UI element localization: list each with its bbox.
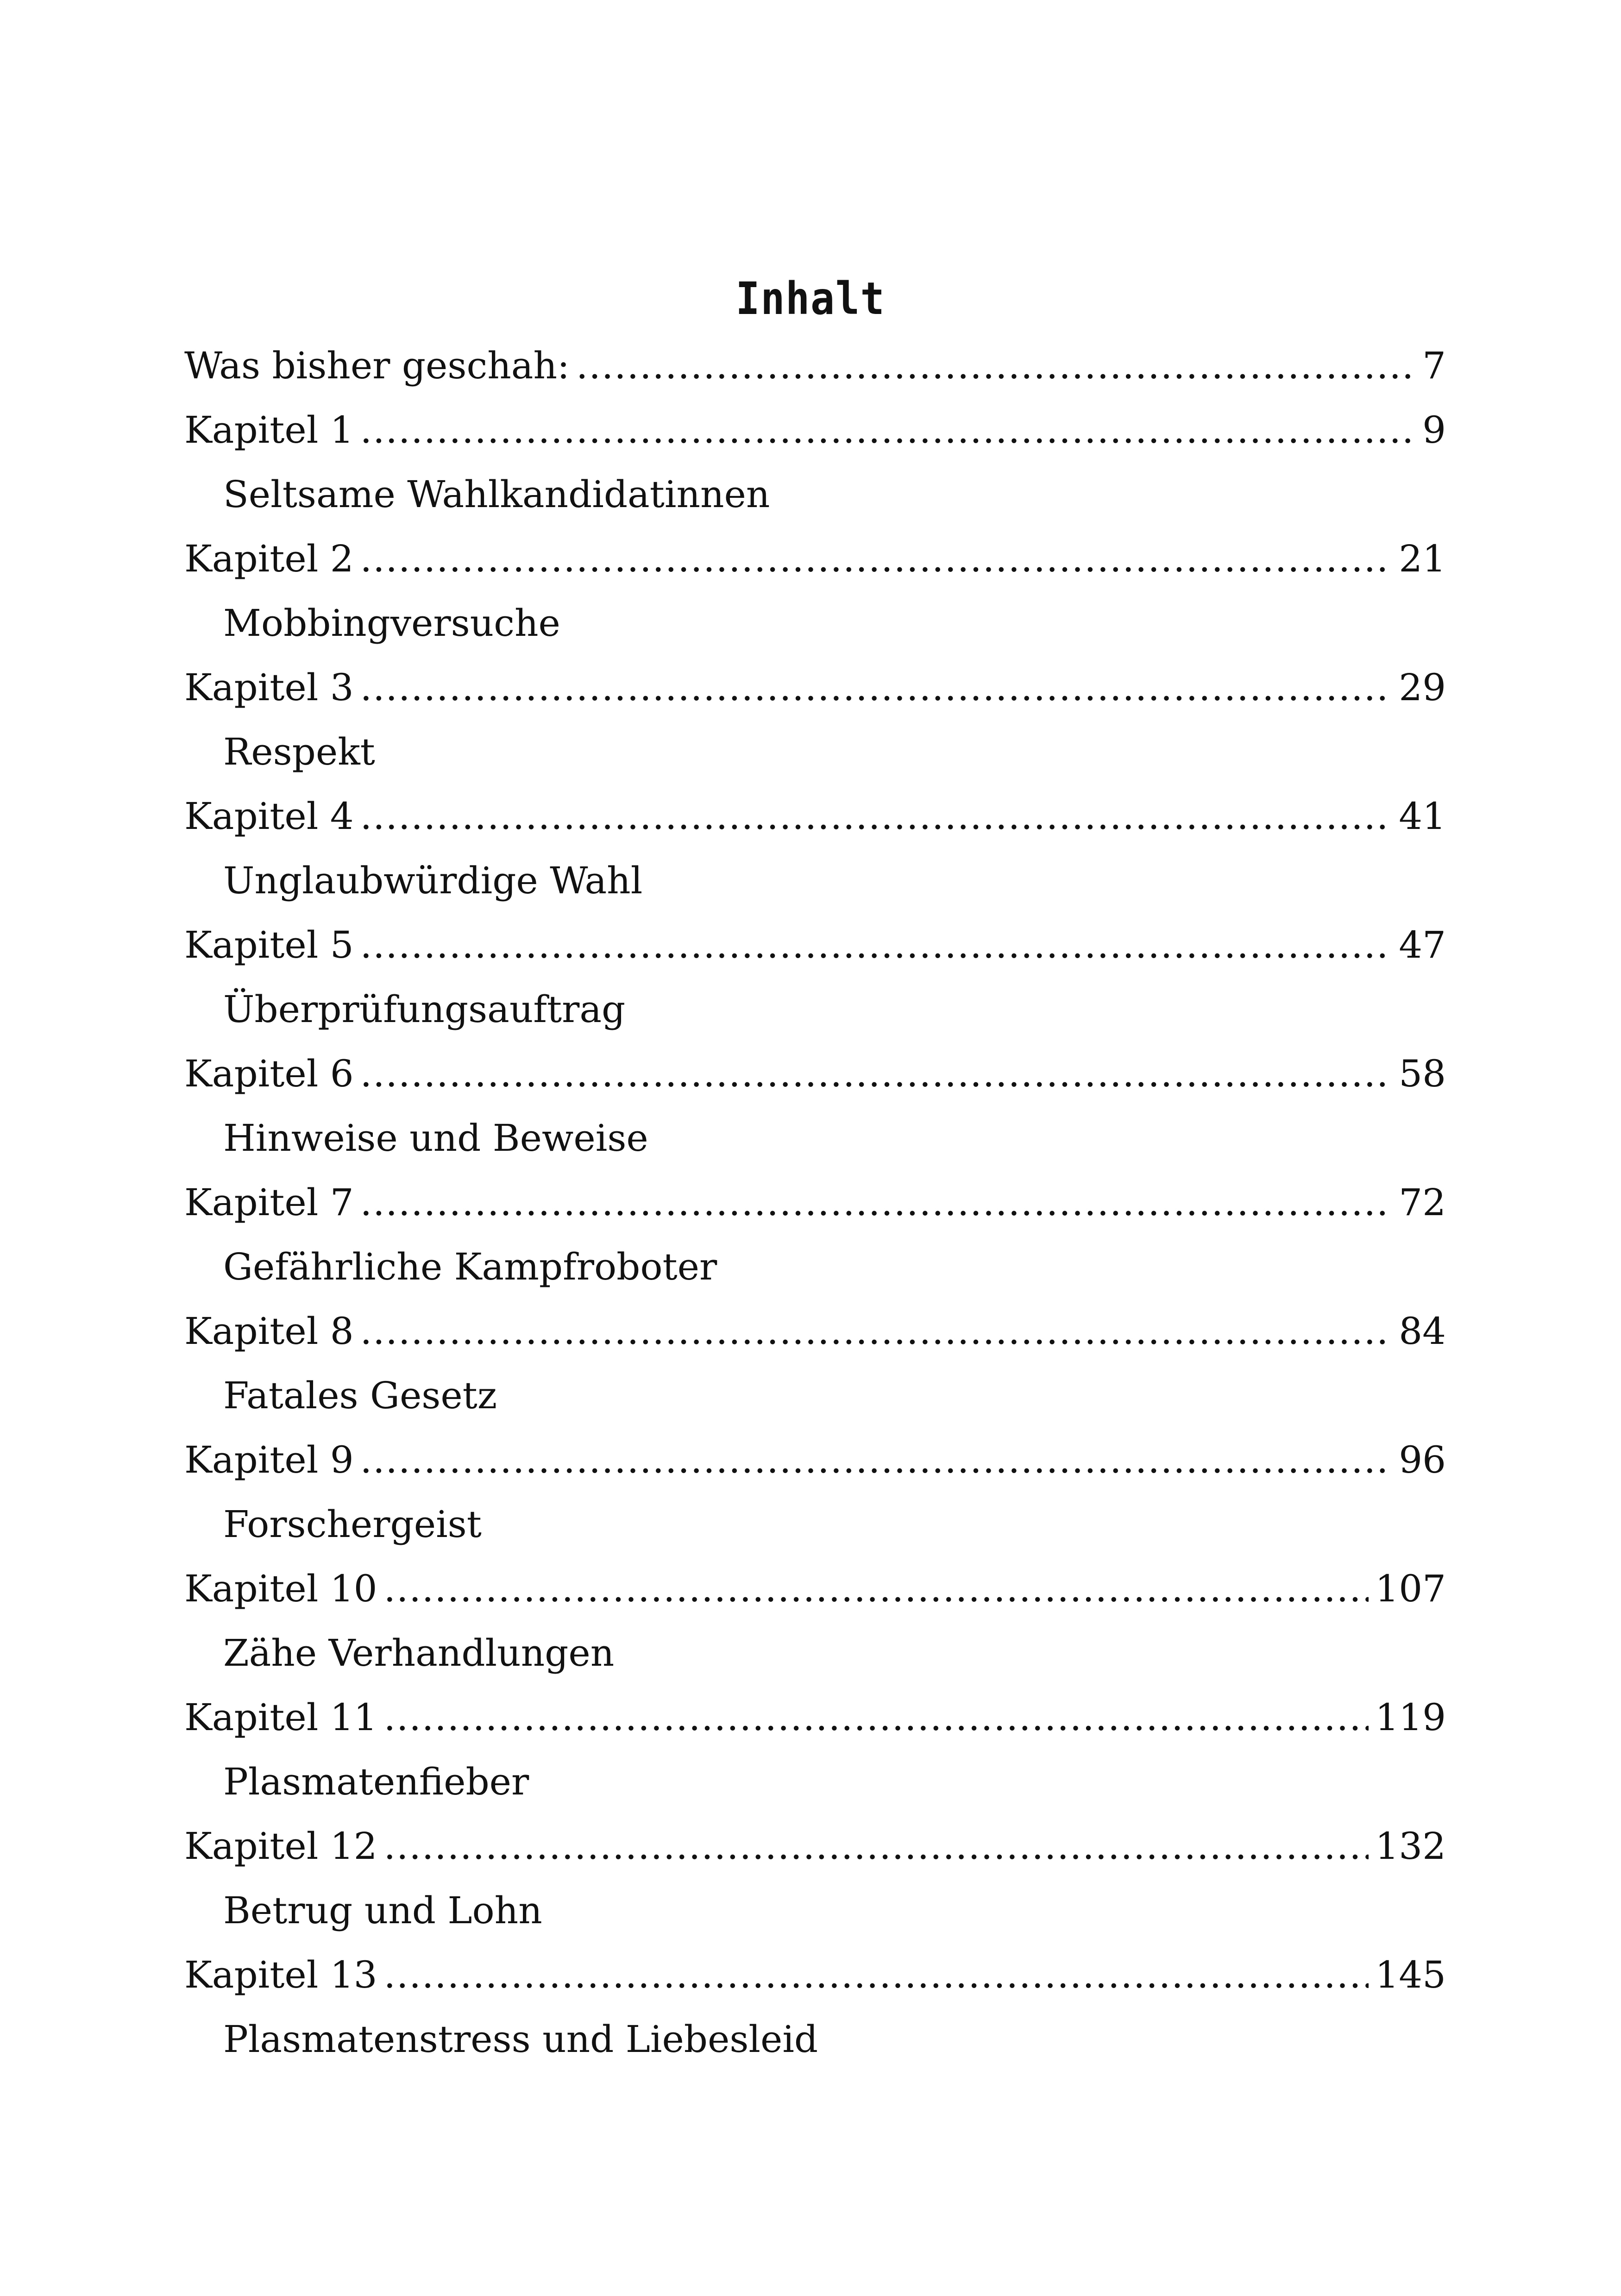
toc-page-number: 29 xyxy=(1399,666,1446,709)
dot-leader xyxy=(360,527,1393,591)
toc-entry-chapter-4[interactable] xyxy=(184,784,1446,848)
dot-leader xyxy=(360,1428,1393,1492)
toc-page-number: 132 xyxy=(1375,1825,1446,1868)
toc-page-number: 107 xyxy=(1375,1567,1446,1610)
toc-entry-chapter-9[interactable] xyxy=(184,1428,1446,1492)
toc-page-number: 7 xyxy=(1422,344,1446,387)
chapter-subtitle: Respekt xyxy=(223,730,375,773)
chapter-subtitle: Betrug und Lohn xyxy=(223,1889,542,1932)
toc-entry-chapter-11[interactable] xyxy=(184,1685,1446,1750)
chapter-subtitle: Hinweise und Beweise xyxy=(223,1117,648,1160)
toc-entry-chapter-10[interactable] xyxy=(184,1556,1446,1621)
toc-title: Inhalt xyxy=(735,273,886,325)
toc-entry-label: Kapitel 10 xyxy=(184,1567,377,1610)
dot-leader xyxy=(360,1170,1393,1235)
toc-entry-label: Was bisher geschah: xyxy=(184,344,570,387)
toc-page-number: 21 xyxy=(1399,537,1446,580)
dot-leader xyxy=(360,655,1393,720)
toc-entry-label: Kapitel 2 xyxy=(184,537,354,580)
dot-leader xyxy=(360,784,1393,848)
toc-page-number: 96 xyxy=(1399,1438,1446,1481)
dot-leader xyxy=(384,1943,1369,2007)
table-of-contents xyxy=(184,333,1446,2071)
toc-entry-label: Kapitel 5 xyxy=(184,923,354,966)
toc-page-number: 41 xyxy=(1399,795,1446,838)
toc-page-number: 9 xyxy=(1422,408,1446,452)
toc-entry-chapter-1[interactable] xyxy=(184,398,1446,462)
chapter-subtitle: Fatales Gesetz xyxy=(223,1374,497,1417)
toc-page-number: 47 xyxy=(1399,923,1446,966)
chapter-subtitle: Unglaubwürdige Wahl xyxy=(223,859,643,902)
dot-leader xyxy=(360,913,1393,977)
toc-entry-label: Kapitel 9 xyxy=(184,1438,354,1481)
toc-page-number: 72 xyxy=(1399,1181,1446,1224)
chapter-subtitle: Mobbingversuche xyxy=(223,602,560,645)
toc-entry-label: Kapitel 6 xyxy=(184,1052,354,1095)
chapter-subtitle: Gefährliche Kampfroboter xyxy=(223,1245,717,1288)
toc-entry-label: Kapitel 7 xyxy=(184,1181,354,1224)
dot-leader xyxy=(384,1814,1369,1878)
toc-entry-label: Kapitel 12 xyxy=(184,1825,377,1868)
toc-entry-chapter-3[interactable] xyxy=(184,655,1446,720)
toc-entry-label: Kapitel 3 xyxy=(184,666,354,709)
toc-entry-intro[interactable] xyxy=(184,333,1446,398)
toc-entry-chapter-2[interactable] xyxy=(184,527,1446,591)
toc-entry-chapter-13[interactable] xyxy=(184,1943,1446,2007)
toc-entry-chapter-7[interactable] xyxy=(184,1170,1446,1235)
toc-entry-chapter-8[interactable] xyxy=(184,1299,1446,1363)
dot-leader xyxy=(384,1685,1369,1750)
toc-page-number: 145 xyxy=(1375,1953,1446,1996)
toc-entry-chapter-5[interactable] xyxy=(184,913,1446,977)
chapter-subtitle: Seltsame Wahlkandidatinnen xyxy=(223,473,770,516)
dot-leader xyxy=(360,1299,1393,1363)
toc-page-number: 58 xyxy=(1399,1052,1446,1095)
toc-entry-chapter-6[interactable] xyxy=(184,1041,1446,1106)
toc-entry-label: Kapitel 13 xyxy=(184,1953,377,1996)
toc-entry-label: Kapitel 11 xyxy=(184,1696,377,1739)
chapter-subtitle: Forschergeist xyxy=(223,1503,482,1546)
chapter-subtitle: Zähe Verhandlungen xyxy=(223,1631,615,1675)
chapter-subtitle: Überprüfungsauftrag xyxy=(223,988,626,1031)
toc-page-number: 119 xyxy=(1375,1696,1446,1739)
dot-leader xyxy=(384,1556,1369,1621)
toc-entry-label: Kapitel 8 xyxy=(184,1310,354,1353)
toc-entry-chapter-12[interactable] xyxy=(184,1814,1446,1878)
chapter-subtitle: Plasmatenfieber xyxy=(223,1760,529,1803)
dot-leader xyxy=(576,333,1416,398)
chapter-subtitle: Plasmatenstress und Liebesleid xyxy=(223,2018,818,2061)
dot-leader xyxy=(360,1041,1393,1106)
toc-entry-label: Kapitel 4 xyxy=(184,795,354,838)
dot-leader xyxy=(360,398,1416,462)
toc-entry-label: Kapitel 1 xyxy=(184,408,354,452)
toc-page-number: 84 xyxy=(1399,1310,1446,1353)
